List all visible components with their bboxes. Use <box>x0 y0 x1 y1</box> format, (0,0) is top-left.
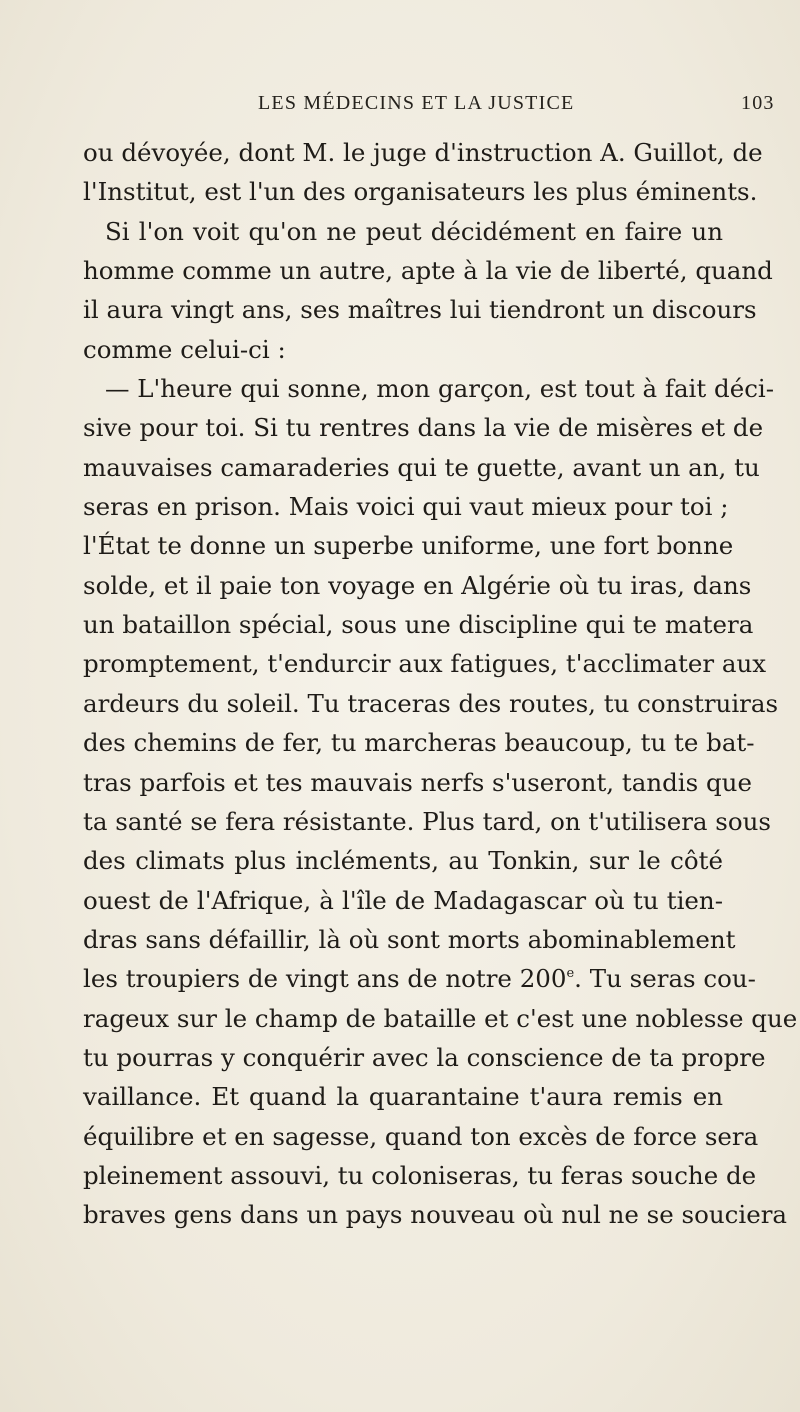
text-line: — L'heure qui sonne, mon garçon, est tout à fait déci- <box>105 374 775 404</box>
text-line: mauvaises camaraderies qui te guette, avant un an, tu <box>83 452 760 482</box>
text-line: vaillance. Et quand la quarantaine t'aura remis en <box>83 1082 723 1112</box>
text-line: ou dévoyée, dont M. le juge d'instruction A. Guillot, de <box>83 138 763 167</box>
text-line: équilibre et en sagesse, quand ton excès de force sera <box>83 1121 759 1151</box>
text-line: l'État te donne un superbe uniforme, une fort bonne <box>83 531 734 561</box>
running-head <box>0 92 800 122</box>
text-line: dras sans défaillir, là où sont morts abominablement <box>83 924 736 954</box>
text-line: des climats plus incléments, au Tonkin, sur le côté <box>83 846 723 876</box>
text-line-head: les troupiers de vingt ans de notre 200 <box>83 964 567 994</box>
text-line: pleinement assouvi, tu coloniseras, tu feras souche de <box>83 1160 757 1190</box>
text-line: seras en prison. Mais voici qui vaut mieux pour toi ; <box>83 492 729 522</box>
text-line: ouest de l'Afrique, à l'île de Madagascar où tu tien- <box>83 885 723 915</box>
text-line: des chemins de fer, tu marcheras beaucoup, tu te bat- <box>83 728 755 758</box>
text-line: braves gens dans un pays nouveau où nul ne se souciera <box>83 1200 788 1230</box>
body-text <box>83 133 798 1235</box>
text-line: tu pourras y conquérir avec la conscience de ta propre <box>83 1042 766 1072</box>
ordinal-superscript: e <box>566 966 575 982</box>
text-line: homme comme un autre, apte à la vie de liberté, quand <box>83 256 773 286</box>
text-line <box>83 959 756 998</box>
text-line: ardeurs du soleil. Tu traceras des routes, tu construiras <box>83 688 779 718</box>
text-line: un bataillon spécial, sous une discipline qui te matera <box>83 610 754 640</box>
text-line-tail: . Tu seras cou- <box>574 964 756 994</box>
text-line: comme celui-ci : <box>83 334 286 364</box>
text-line: ta santé se fera résistante. Plus tard, on t'utilisera sous <box>83 806 771 836</box>
text-line: il aura vingt ans, ses maîtres lui tiendront un discours <box>83 295 757 325</box>
page-number: 103 <box>741 92 775 114</box>
text-line: l'Institut, est l'un des organisateurs les plus éminents. <box>83 177 758 207</box>
running-title: LES MÉDECINS ET LA JUSTICE <box>258 92 575 114</box>
text-line: solde, et il paie ton voyage en Algérie où tu iras, dans <box>83 570 752 600</box>
text-line: rageux sur le champ de bataille et c'est une noblesse que <box>83 1003 798 1033</box>
text-line: Si l'on voit qu'on ne peut décidément en faire un <box>105 216 723 246</box>
text-line: promptement, t'endurcir aux fatigues, t'acclimater aux <box>83 649 767 679</box>
text-line: sive pour toi. Si tu rentres dans la vie de misères et de <box>83 413 764 443</box>
text-line: tras parfois et tes mauvais nerfs s'useront, tandis que <box>83 767 752 797</box>
